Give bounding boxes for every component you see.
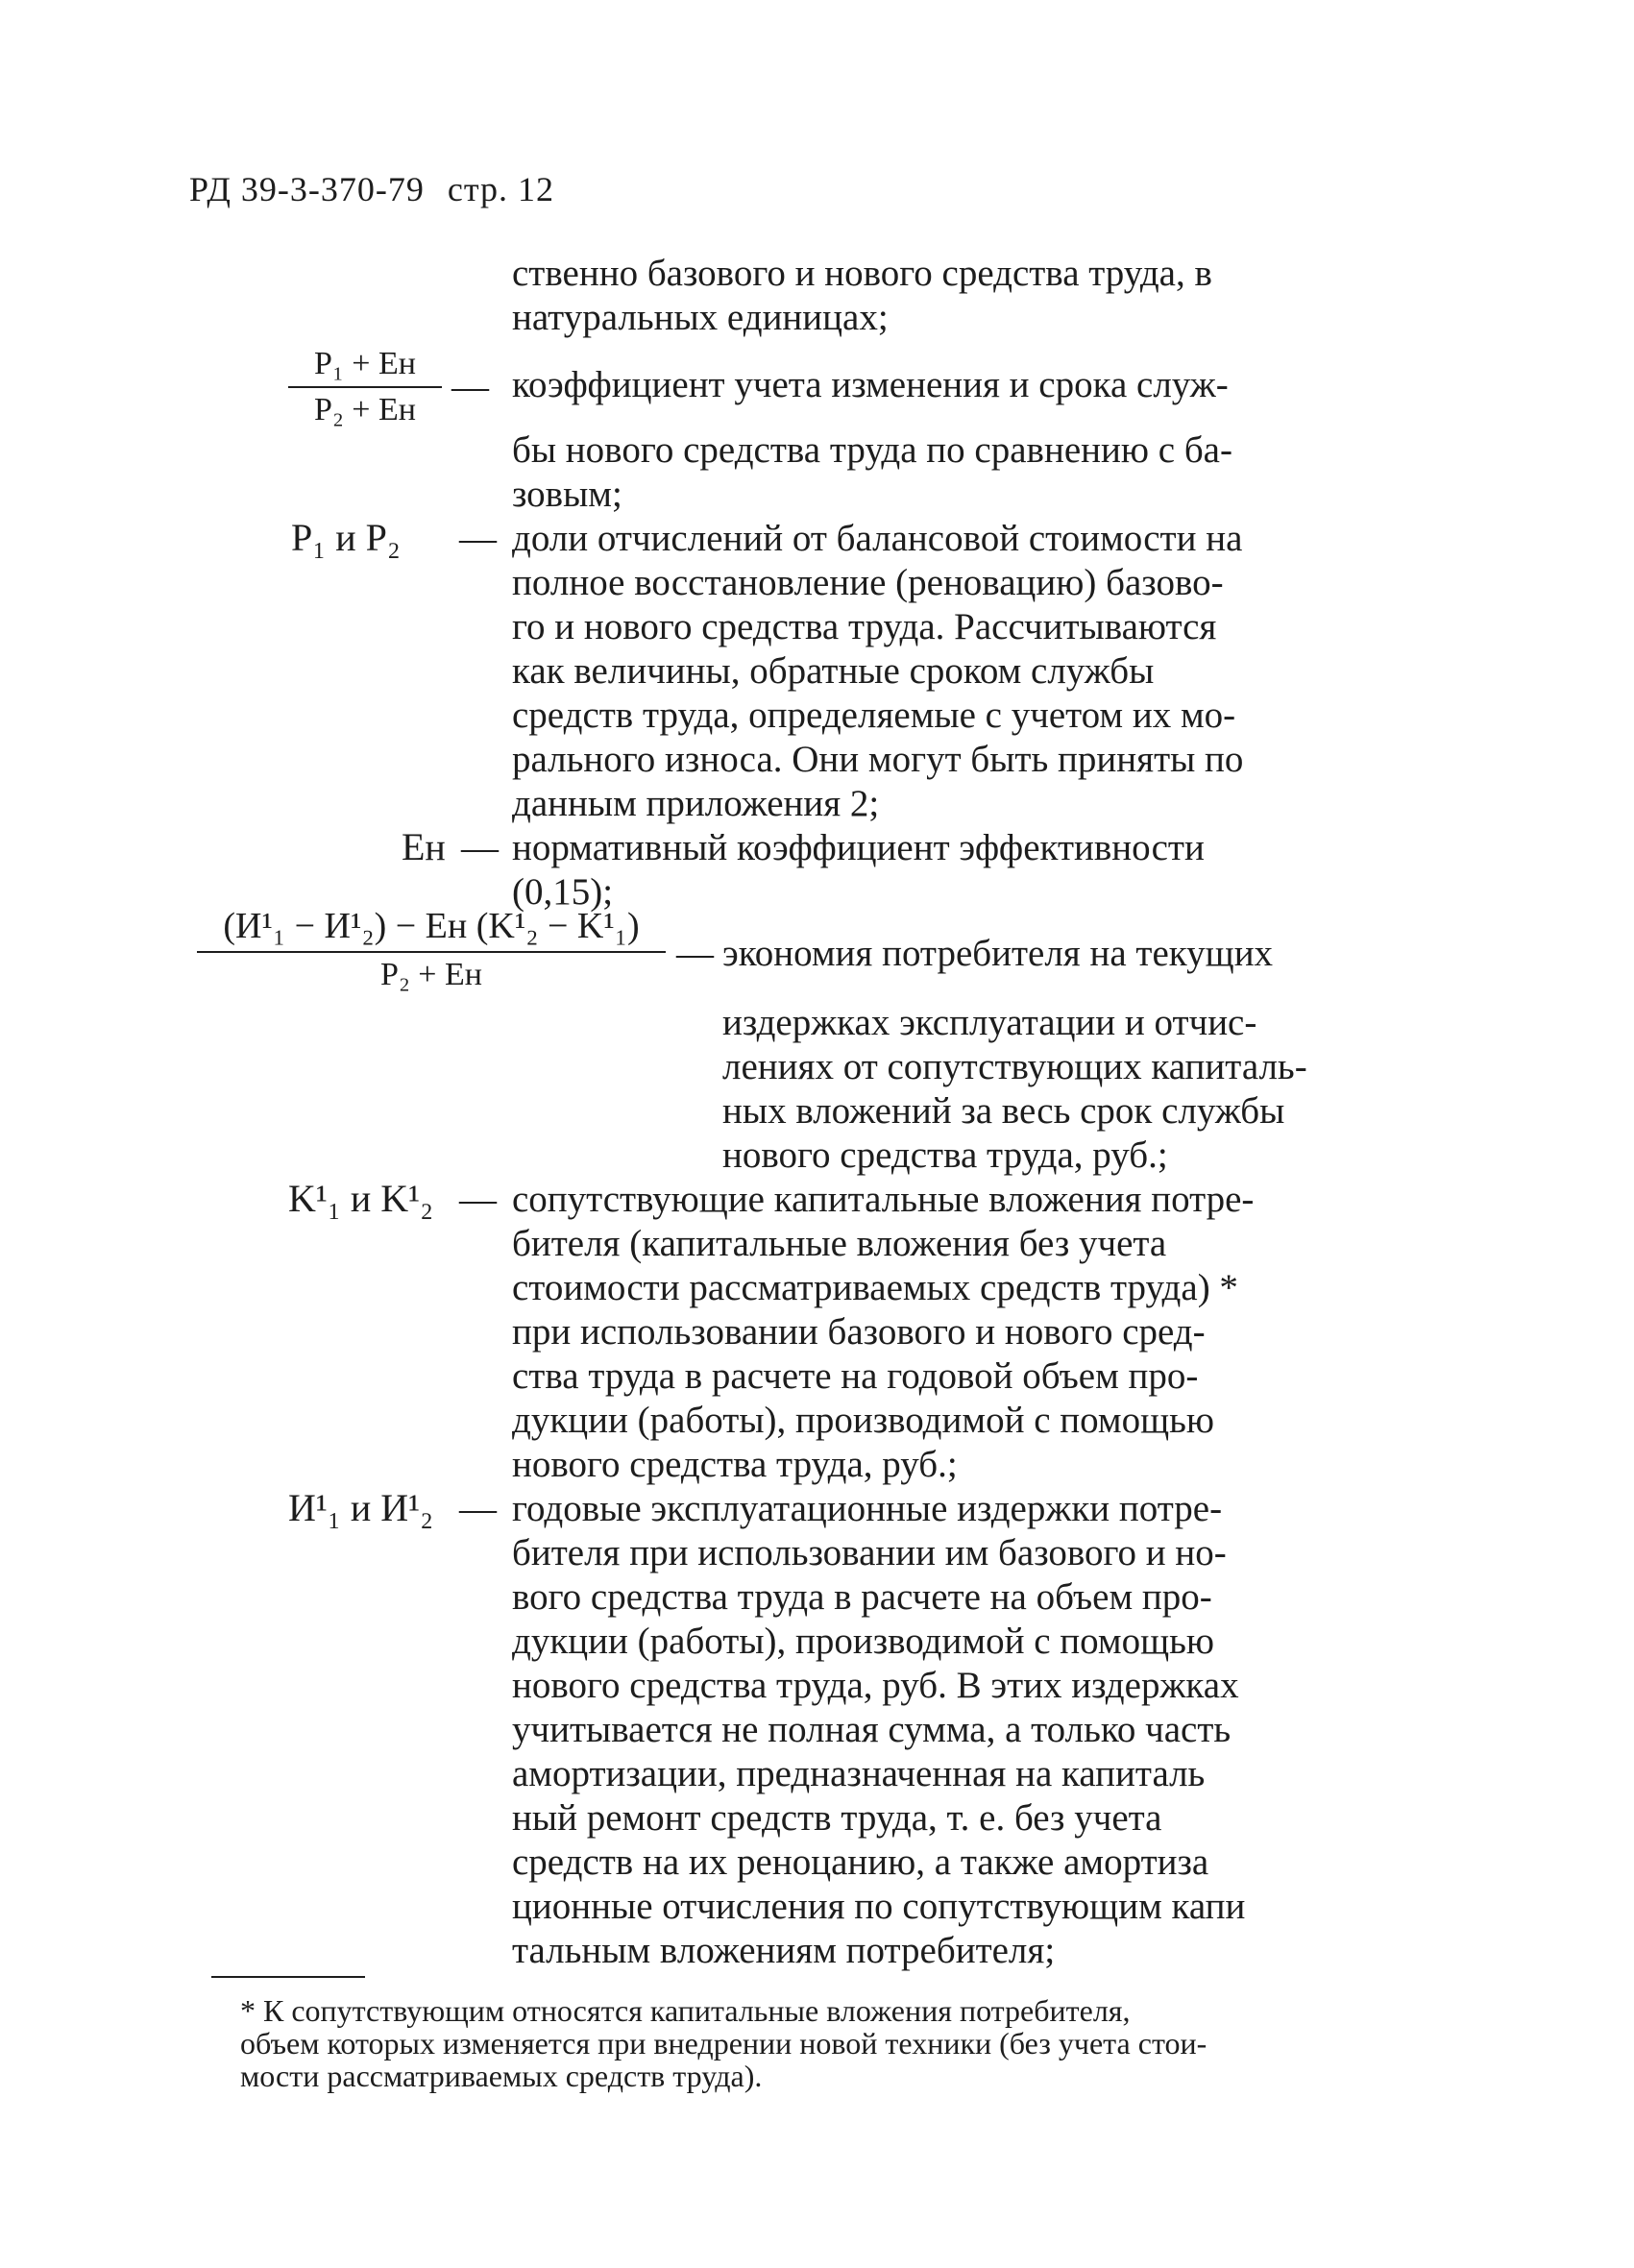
footnote-divider — [211, 1976, 365, 1978]
definition-line: бителя при использовании им базового и но- — [512, 1532, 1227, 1573]
page-header — [189, 169, 554, 209]
term-symbol: Eн — [402, 825, 446, 868]
definition-line: средств на их реноцанию, а также амортиза — [512, 1841, 1209, 1883]
fraction-denominator: P₂ + Eн — [380, 957, 482, 992]
term-dash: — — [461, 827, 499, 868]
definition-line: данным приложения 2; — [512, 783, 880, 824]
text-line: ственно базового и нового средства труда, в — [512, 253, 1212, 294]
definition-line: учитывается не полная сумма, а только часть — [512, 1709, 1232, 1750]
definition-line: доли отчислений от балансовой стоимости на — [512, 518, 1243, 559]
definition-line: сопутствующие капитальные вложения потре- — [512, 1179, 1255, 1220]
text-line: натуральных единицах; — [512, 297, 889, 338]
definition-line: дукции (работы), производимой с помощью — [512, 1621, 1215, 1662]
definition-line: ный ремонт средств труда, т. е. без учета — [512, 1797, 1162, 1839]
definition-line: рального износа. Они могут быть приняты по — [512, 739, 1244, 780]
definition-line: (0,15); — [512, 871, 614, 913]
definition-line: полное восстановление (реновацию) базово- — [512, 562, 1224, 603]
fraction-term — [288, 346, 442, 428]
definition-line: нормативный коэффициент эффективности — [512, 827, 1205, 868]
definition-line: лениях от сопутствующих капиталь- — [722, 1046, 1307, 1087]
definition-line: зовым; — [512, 474, 622, 515]
definition-line: нового средства труда, руб.; — [722, 1134, 1168, 1176]
definition-line: амортизации, предназначенная на капиталь — [512, 1753, 1206, 1794]
definition-line: стоимости рассматриваемых средств труда) * — [512, 1267, 1238, 1308]
definition-line: нового средства труда, руб. В этих издержках — [512, 1665, 1239, 1706]
term-symbol: K¹₁ и K¹₂ — [288, 1177, 434, 1220]
definition-line: вого средства труда в расчете на объем про- — [512, 1576, 1212, 1618]
term-dash: — — [459, 518, 497, 559]
definition-line: издержках эксплуатации и отчис- — [722, 1002, 1257, 1043]
term-dash: — — [459, 1488, 497, 1529]
fraction-term — [197, 905, 666, 993]
definition-line: экономия потребителя на текущих — [722, 933, 1274, 974]
definition-line: нового средства труда, руб.; — [512, 1444, 958, 1485]
term-symbol: P₁ и P₂ — [291, 516, 401, 559]
term-dash: — — [451, 366, 489, 407]
definition-line: дукции (работы), производимой с помощью — [512, 1400, 1215, 1441]
definition-line: ных вложений за весь срок службы — [722, 1090, 1285, 1132]
fraction-numerator: P₁ + Eн — [288, 346, 442, 388]
definition-line: бителя (капитальные вложения без учета — [512, 1223, 1167, 1264]
definition-line: при использовании базового и нового сред- — [512, 1311, 1206, 1353]
definition-line: коэффициент учета изменения и срока служ- — [512, 364, 1229, 405]
definition-line: годовые эксплуатационные издержки потре- — [512, 1488, 1223, 1529]
doc-code: РД 39-3-370-79 — [189, 170, 425, 208]
definition-line: го и нового средства труда. Рассчитываются — [512, 606, 1217, 647]
term-symbol: И¹₁ и И¹₂ — [288, 1486, 434, 1529]
definition-line: бы нового средства труда по сравнению с ба- — [512, 429, 1232, 471]
definition-line: ства труда в расчете на годовой объем про- — [512, 1355, 1199, 1397]
definition-line: как величины, обратные сроком службы — [512, 650, 1155, 692]
definition-line: тальным вложениям потребителя; — [512, 1930, 1056, 1971]
footnote-line: мости рассматриваемых средств труда). — [240, 2059, 763, 2093]
fraction-numerator: (И¹₁ − И¹₂) − Eн (K¹₂ − K¹₁) — [197, 905, 666, 953]
footnote-line: * К сопутствующим относятся капитальные вложения потребителя, — [240, 1993, 1131, 2028]
page-number: стр. 12 — [447, 170, 554, 208]
term-dash: — — [459, 1179, 497, 1220]
term-dash: — — [676, 933, 714, 974]
fraction-denominator: P₂ + Eн — [314, 392, 416, 427]
footnote-line: объем которых изменяется при внедрении новой техники (без учета стои- — [240, 2026, 1207, 2061]
definition-line: средств труда, определяемые с учетом их мо- — [512, 695, 1236, 736]
definition-line: ционные отчисления по сопутствующим капи — [512, 1886, 1246, 1927]
